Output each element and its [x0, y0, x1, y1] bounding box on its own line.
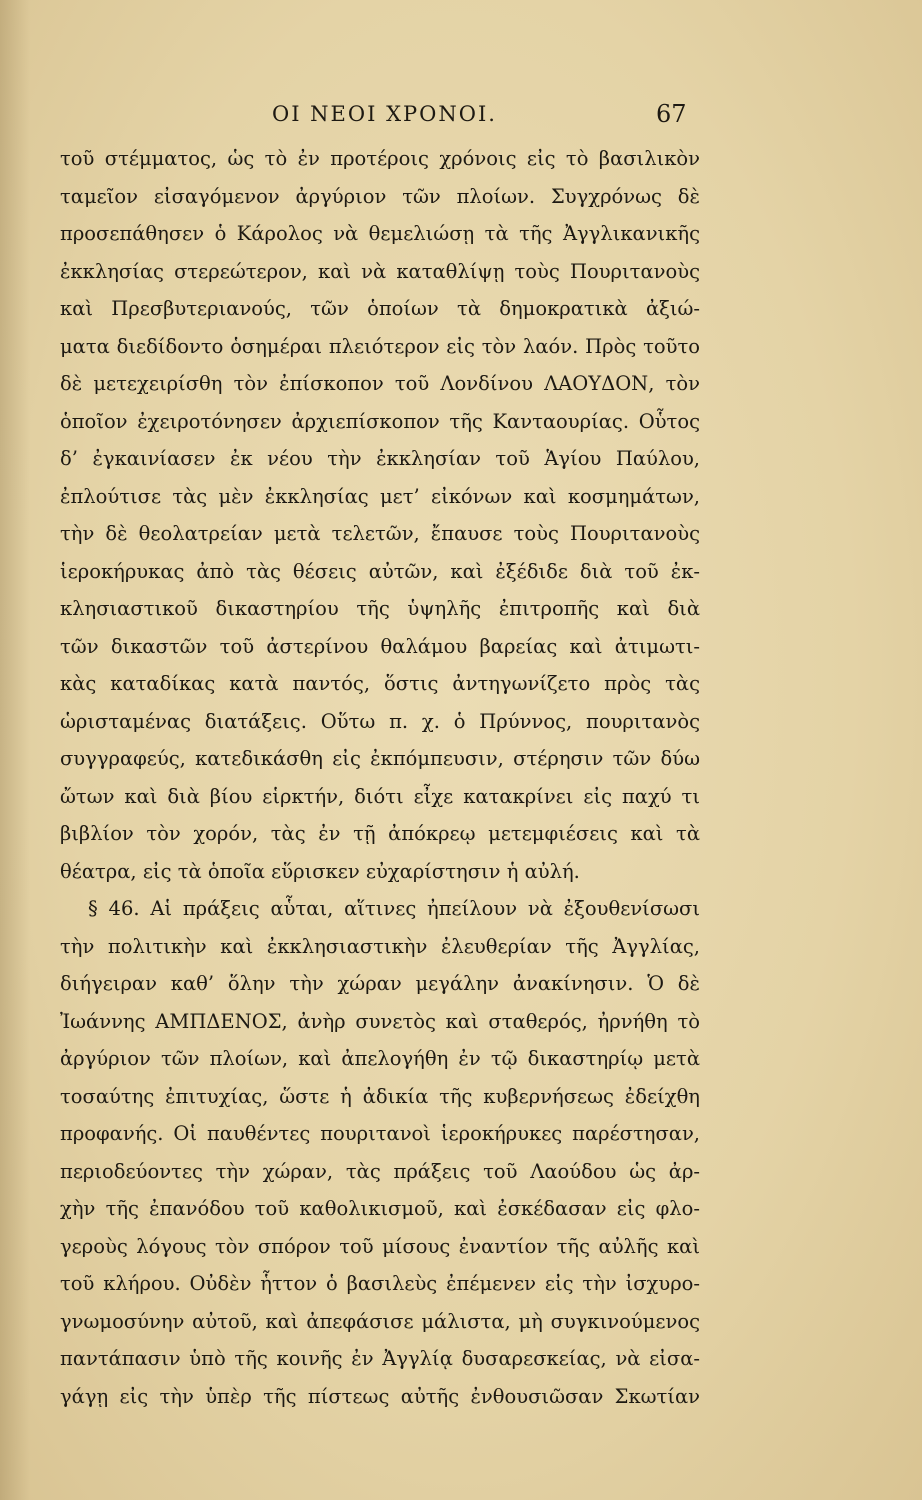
text-line: τοῦ στέμματος, ὡς τὸ ἐν προτέροις χρόνοις εἰς τὸ βασιλικὸν	[60, 147, 700, 170]
text-line: διήγειραν καθ’ ὅλην τὴν χώραν μεγάλην ἀνακίνησιν. Ὁ δὲ	[60, 972, 700, 995]
text-line: Ἰωάννης ΑΜΠΔΕΝΟΣ, ἀνὴρ συνετὸς καὶ σταθερός, ἠρνήθη τὸ	[60, 1009, 700, 1033]
text-line: ἐπλούτισε τὰς μὲν ἐκκλησίας μετ’ εἰκόνων καὶ κοσμημάτων,	[60, 484, 700, 508]
text-line: συγγραφεύς, κατεδικάσθη εἰς ἐκπόμπευσιν, στέρησιν τῶν δύω	[60, 747, 700, 770]
text-line: ἱεροκήρυκας ἀπὸ τὰς θέσεις αὐτῶν, καὶ ἐξέδιδε διὰ τοῦ ἐκ-	[60, 559, 700, 583]
paragraph-end-line: θέατρα, εἰς τὰ ὁποῖα εὕρισκεν εὐχαρίστησιν ἡ αὐλή.	[60, 859, 580, 883]
text-line: χὴν τῆς ἐπανόδου τοῦ καθολικισμοῦ, καὶ ἐσκέδασαν εἰς φλο-	[60, 1197, 700, 1220]
text-line: ματα διεδίδοντο ὁσημέραι πλειότερον εἰς τὸν λαόν. Πρὸς τοῦτο	[60, 334, 700, 358]
text-line: δὲ μετεχειρίσθη τὸν ἐπίσκοπον τοῦ Λονδίνου ΛΑΟΥΔΟΝ, τὸν	[60, 372, 700, 395]
text-line: προφανής. Οἱ παυθέντες πουριτανοὶ ἱεροκήρυκες παρέστησαν,	[60, 1122, 700, 1145]
text-line: παντάπασιν ὑπὸ τῆς κοινῆς ἐν Ἀγγλίᾳ δυσαρεσκείας, νὰ εἰσα-	[60, 1347, 700, 1370]
text-line: τοσαύτης ἐπιτυχίας, ὥστε ἡ ἀδικία τῆς κυβερνήσεως ἐδείχθη	[60, 1084, 700, 1108]
spine-shadow	[0, 0, 30, 1500]
text-line: γνωμοσύνην αὐτοῦ, καὶ ἀπεφάσισε μάλιστα, μὴ συγκινούμενος	[60, 1309, 700, 1333]
text-line: βιβλίον τὸν χορόν, τὰς ἐν τῇ ἀπόκρεῳ μετεμφιέσεις καὶ τὰ	[60, 822, 700, 845]
running-title: ΟΙ ΝΕΟΙ ΧΡΟΝΟΙ.	[272, 102, 497, 126]
body-text	[60, 140, 700, 1415]
text-line: τοῦ κλήρου. Οὐδὲν ἧττον ὁ βασιλεὺς ἐπέμενεν εἰς τὴν ἰσχυρο-	[60, 1272, 700, 1295]
text-line: κλησιαστικοῦ δικαστηρίου τῆς ὑψηλῆς ἐπιτροπῆς καὶ διὰ	[60, 597, 700, 620]
text-line: περιοδεύοντες τὴν χώραν, τὰς πράξεις τοῦ Λαούδου ὡς ἀρ-	[60, 1159, 700, 1183]
text-line: τὴν πολιτικὴν καὶ ἐκκλησιαστικὴν ἐλευθερίαν τῆς Ἀγγλίας,	[60, 934, 700, 958]
text-line: γάγῃ εἰς τὴν ὑπὲρ τῆς πίστεως αὐτῆς ἐνθουσιῶσαν Σκωτίαν	[60, 1384, 700, 1408]
text-line: τὴν δὲ θεολατρείαν μετὰ τελετῶν, ἔπαυσε τοὺς Πουριτανοὺς	[60, 522, 700, 545]
page-number: 67	[656, 100, 687, 128]
text-line: καὶ Πρεσβυτεριανούς, τῶν ὁποίων τὰ δημοκρατικὰ ἀξιώ-	[60, 297, 700, 320]
text-line: ταμεῖον εἰσαγόμενον ἀργύριον τῶν πλοίων. Συγχρόνως δὲ	[60, 184, 700, 208]
text-line: γεροὺς λόγους τὸν σπόρον τοῦ μίσους ἐναντίον τῆς αὐλῆς καὶ	[60, 1234, 700, 1258]
text-line: ἀργύριον τῶν πλοίων, καὶ ἀπελογήθη ἐν τῷ δικαστηρίῳ μετὰ	[60, 1047, 700, 1070]
text-line: τῶν δικαστῶν τοῦ ἀστερίνου θαλάμου βαρείας καὶ ἀτιμωτι-	[60, 634, 700, 658]
page-header	[0, 96, 922, 136]
text-line: ἐκκλησίας στερεώτερον, καὶ νὰ καταθλίψῃ τοὺς Πουριτανοὺς	[60, 259, 700, 283]
text-line: δ’ ἐγκαινίασεν ἐκ νέου τὴν ἐκκλησίαν τοῦ Ἁγίου Παύλου,	[60, 447, 700, 470]
text-line: ὁποῖον ἐχειροτόνησεν ἀρχιεπίσκοπον τῆς Κανταουρίας. Οὗτος	[60, 409, 700, 433]
text-line: ὡρισταμένας διατάξεις. Οὕτω π. χ. ὁ Πρύννος, πουριτανὸς	[60, 709, 700, 733]
section-46-first-line: § 46. Αἱ πράξεις αὗται, αἵτινες ἠπείλουν νὰ ἐξουθενίσωσι	[88, 897, 700, 920]
text-line: κὰς καταδίκας κατὰ παντός, ὅστις ἀντηγωνίζετο πρὸς τὰς	[60, 672, 700, 695]
text-line: ὤτων καὶ διὰ βίου εἱρκτήν, διότι εἶχε κατακρίνει εἰς παχύ τι	[60, 784, 700, 808]
text-line: προσεπάθησεν ὁ Κάρολος νὰ θεμελιώσῃ τὰ τῆς Ἀγγλικανικῆς	[60, 222, 700, 245]
